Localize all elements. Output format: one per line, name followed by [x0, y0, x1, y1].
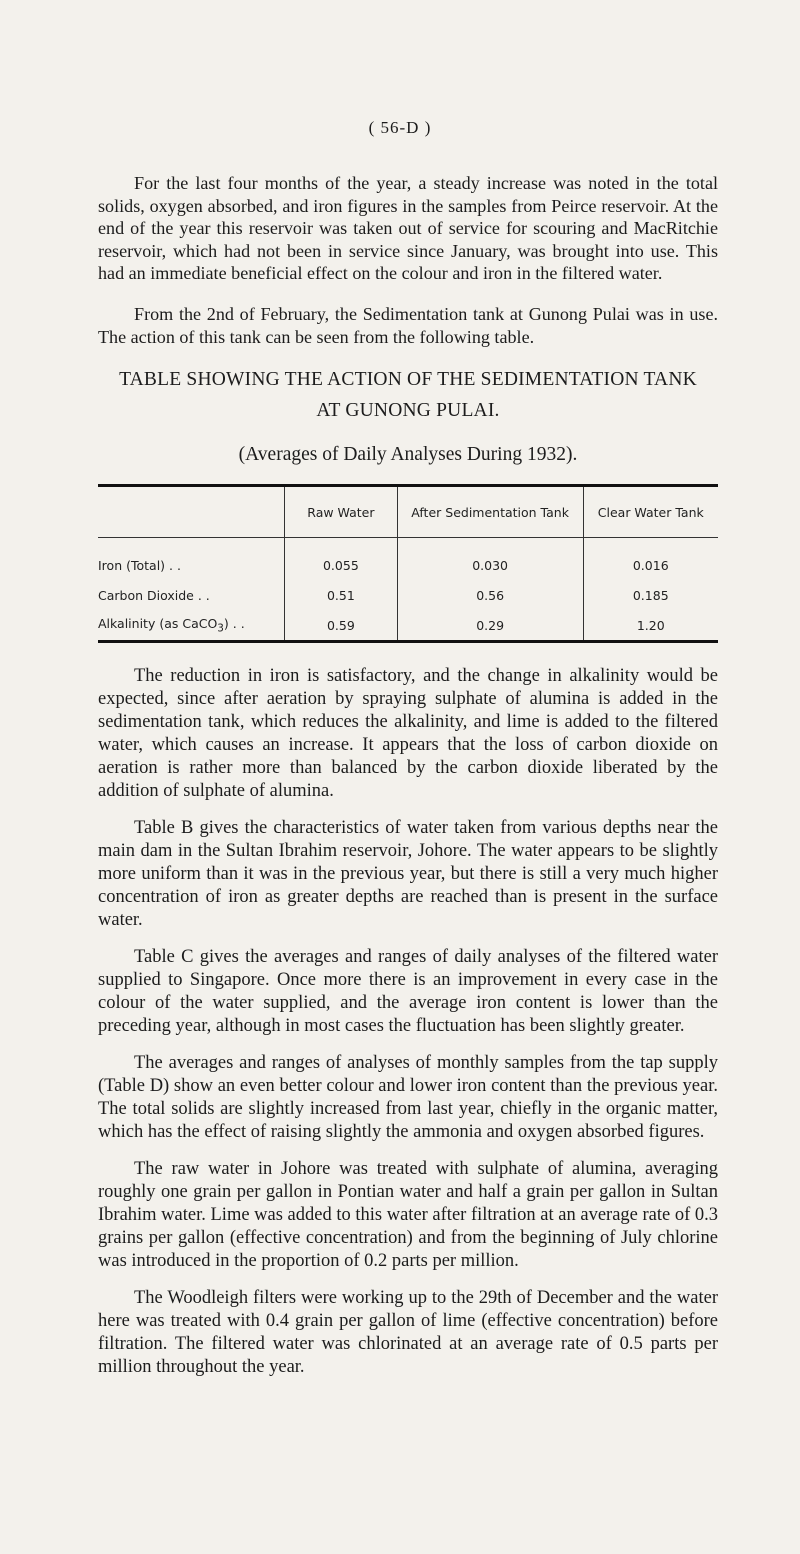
table-header-row	[98, 486, 718, 538]
header-blank	[98, 486, 285, 538]
table-row	[98, 538, 718, 581]
cell-alkalinity-clear: 1.20	[583, 610, 718, 642]
table-row	[98, 610, 718, 642]
table-subtitle: (Averages of Daily Analyses During 1932).	[238, 444, 578, 465]
page-number: ( 56-D )	[368, 118, 432, 137]
paragraph-table-c: Table C gives the averages and ranges of daily analyses of the filtered water supplied to Singapore. Once more there is an improvement in every case in the colour of the water supplied, and the average iron content is lower than the preceding year, although in most cases the fluctuation has been slightly greater.	[98, 947, 718, 1036]
paragraph-peirce-reservoir: For the last four months of the year, a steady increase was noted in the total solids, oxygen absorbed, and iron figures in the samples from Peirce reservoir. At the end of the year this reservoir was taken out of service for scouring and MacRitchie reservoir, which had not been in service since January, was brought into use. This had an immediate beneficial effect on the colour and iron in the filtered water.	[98, 173, 718, 283]
cell-iron-sedimentation: 0.030	[397, 538, 583, 581]
paragraph-sedimentation-intro: From the 2nd of February, the Sedimentation tank at Gunong Pulai was in use. The action of this tank can be seen from the following table.	[98, 304, 718, 347]
row-label-iron: Iron (Total) . .	[98, 557, 181, 573]
paragraph-raw-water-treatment: The raw water in Johore was treated with sulphate of alumina, averaging roughly one grain per gallon in Pontian water and half a grain per gallon in Sultan Ibrahim water. Lime was added to this water after filtration at an average rate of 0.3 grains per gallon (effective concentration) and from the beginning of July chlorine was introduced in the proportion of 0.2 parts per million.	[98, 1159, 719, 1271]
header-raw-water: Raw Water	[285, 486, 398, 538]
table-title-line-1: TABLE SHOWING THE ACTION OF THE SEDIMENTATION TANK	[119, 369, 697, 390]
cell-iron-raw: 0.055	[285, 538, 398, 581]
table-title-line-2: AT GUNONG PULAI.	[316, 400, 500, 421]
cell-co2-clear: 0.185	[583, 580, 718, 610]
table-title	[98, 364, 718, 426]
paragraph-woodleigh-filters: The Woodleigh filters were working up to the 29th of December and the water here was treated with 0.4 grain per gallon of lime (effective concentration) before filtration. The filtered water was chlorinated at an average rate of 0.5 parts per million throughout the year.	[98, 1288, 718, 1377]
paragraph-iron-reduction: The reduction in iron is satisfactory, and the change in alkalinity would be expected, since after aeration by spraying sulphate of alumina is added in the sedimentation tank, which reduces the alkalinity, and lime is added to the filtered water, which causes an increase. It appears that the loss of carbon dioxide on aeration is rather more than balanced by the carbon dioxide liberated by the addition of sulphate of alumina.	[98, 666, 718, 801]
cell-alkalinity-raw: 0.59	[285, 610, 398, 642]
paragraph-table-b: Table B gives the characteristics of water taken from various depths near the main dam in the Sultan Ibrahim reservoir, Johore. The water appears to be slightly more uniform than it was in the previous year, but there is still a very much higher concentration of iron as greater depths are reached than is present in the surface water.	[98, 818, 718, 930]
row-label-alkalinity: Alkalinity (as CaCO$_3$) . .	[98, 615, 245, 635]
header-after-sedimentation: After Sedimentation Tank	[397, 486, 583, 538]
paragraph-table-d: The averages and ranges of analyses of monthly samples from the tap supply (Table D) show an even better colour and lower iron content than the previous year. The total solids are slightly increased from last year, chiefly in the organic matter, which has the effect of raising slightly the ammonia and oxygen absorbed figures.	[98, 1053, 718, 1142]
cell-co2-raw: 0.51	[285, 580, 398, 610]
header-clear-water: Clear Water Tank	[583, 486, 718, 538]
sedimentation-table	[98, 484, 718, 643]
cell-co2-sedimentation: 0.56	[397, 580, 583, 610]
cell-iron-clear: 0.016	[583, 538, 718, 581]
table-row	[98, 580, 718, 610]
row-label-carbon-dioxide: Carbon Dioxide . .	[98, 587, 210, 603]
cell-alkalinity-sedimentation: 0.29	[397, 610, 583, 642]
